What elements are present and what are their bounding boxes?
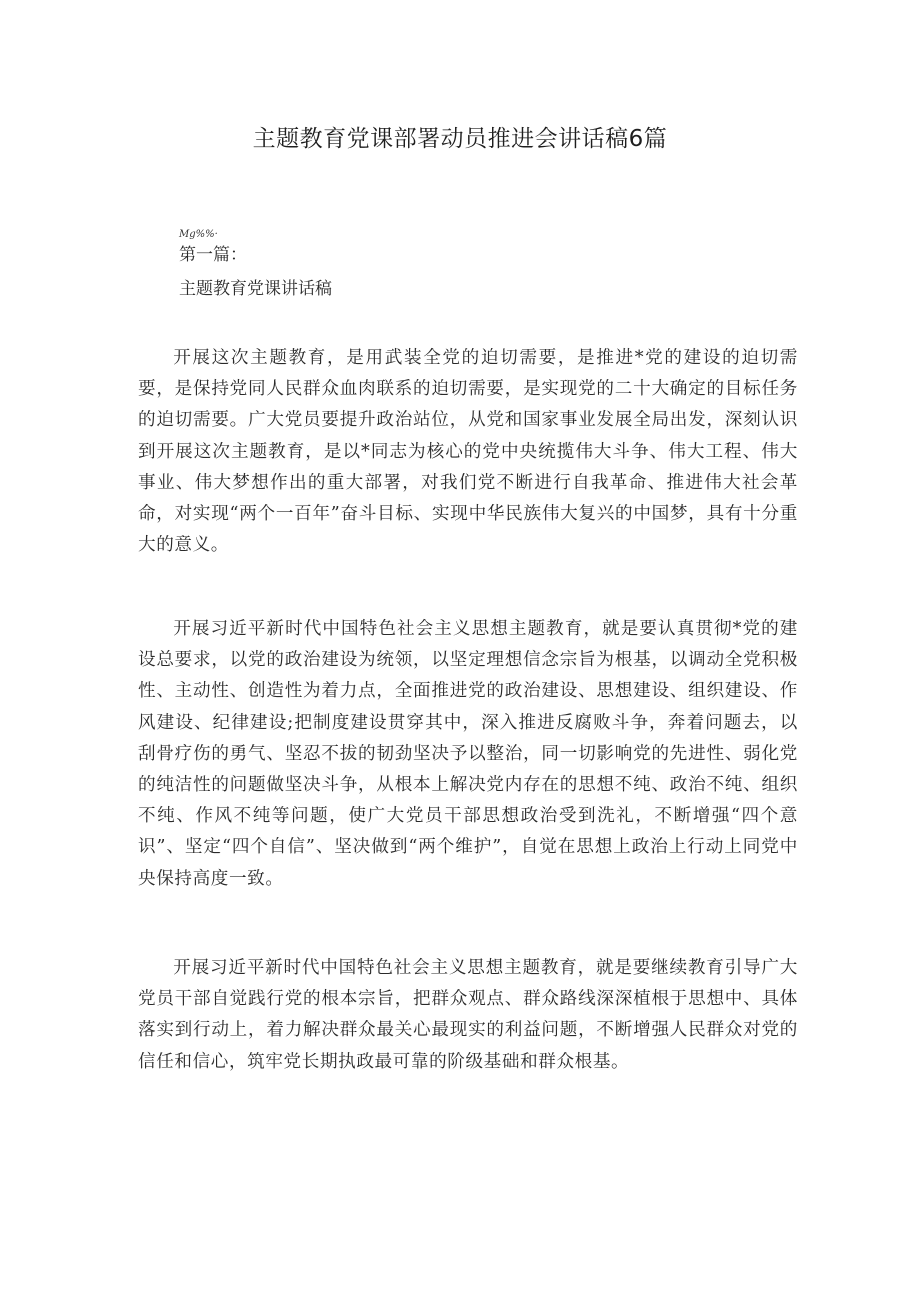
body-paragraph-2: 开展习近平新时代中国特色社会主义思想主题教育，就是要认真贯彻*党的建设总要求，以党的政治建设为统领，以坚定理想信念宗旨为根基，以调动全党积极性、主动性、创造性为着力点，全面推进党的政治建设、思想建设、组织建设、作风建设、纪律建设;把制度建设贯穿其中，深入推进反腐败斗争，奔着问题去，以刮骨疗伤的勇气、坚忍不拔的韧劲坚决予以整治，同一切影响党的先进性、弱化党的纯洁性的问题做坚决斗争，从根本上解决党内存在的思想不纯、政治不纯、组织不纯、作风不纯等问题，使广大党员干部思想政治受到洗礼，不断增强“四个意识”、坚定“四个自信”、坚决做到“两个维护”，自觉在思想上政治上行动上同党中央保持高度一致。 <box>138 619 798 889</box>
section-label: 第一篇： <box>179 245 247 265</box>
body-paragraph-1: 开展这次主题教育，是用武装全党的迫切需要，是推进*党的建设的迫切需要，是保持党同人民群众血肉联系的迫切需要，是实现党的二十大确定的目标任务的迫切需要。广大党员要提升政治站位，从党和国家事业发展全局出发，深刻认识到开展这次主题教育，是以*同志为核心的党中央统揽伟大斗争、伟大工程、伟大事业、伟大梦想作出的重大部署，对我们党不断进行自我革命、推进伟大社会革命，对实现“两个一百年”奋斗目标、实现中华民族伟大复兴的中国梦，具有十分重大的意义。 <box>138 348 798 556</box>
watermark-mark: Mg%%· <box>179 229 218 240</box>
body-paragraph-3: 开展习近平新时代中国特色社会主义思想主题教育，就是要继续教育引导广大党员干部自觉践行党的根本宗旨，把群众观点、群众路线深深植根于思想中、具体落实到行动上，着力解决群众最关心最现实的利益问题，不断增强人民群众对党的信任和信心，筑牢党长期执政最可靠的阶级基础和群众根基。 <box>138 958 798 1072</box>
document-title: 主题教育党课部署动员推进会讲话稿6篇 <box>252 126 668 152</box>
section-title: 主题教育党课讲话稿 <box>179 279 332 299</box>
